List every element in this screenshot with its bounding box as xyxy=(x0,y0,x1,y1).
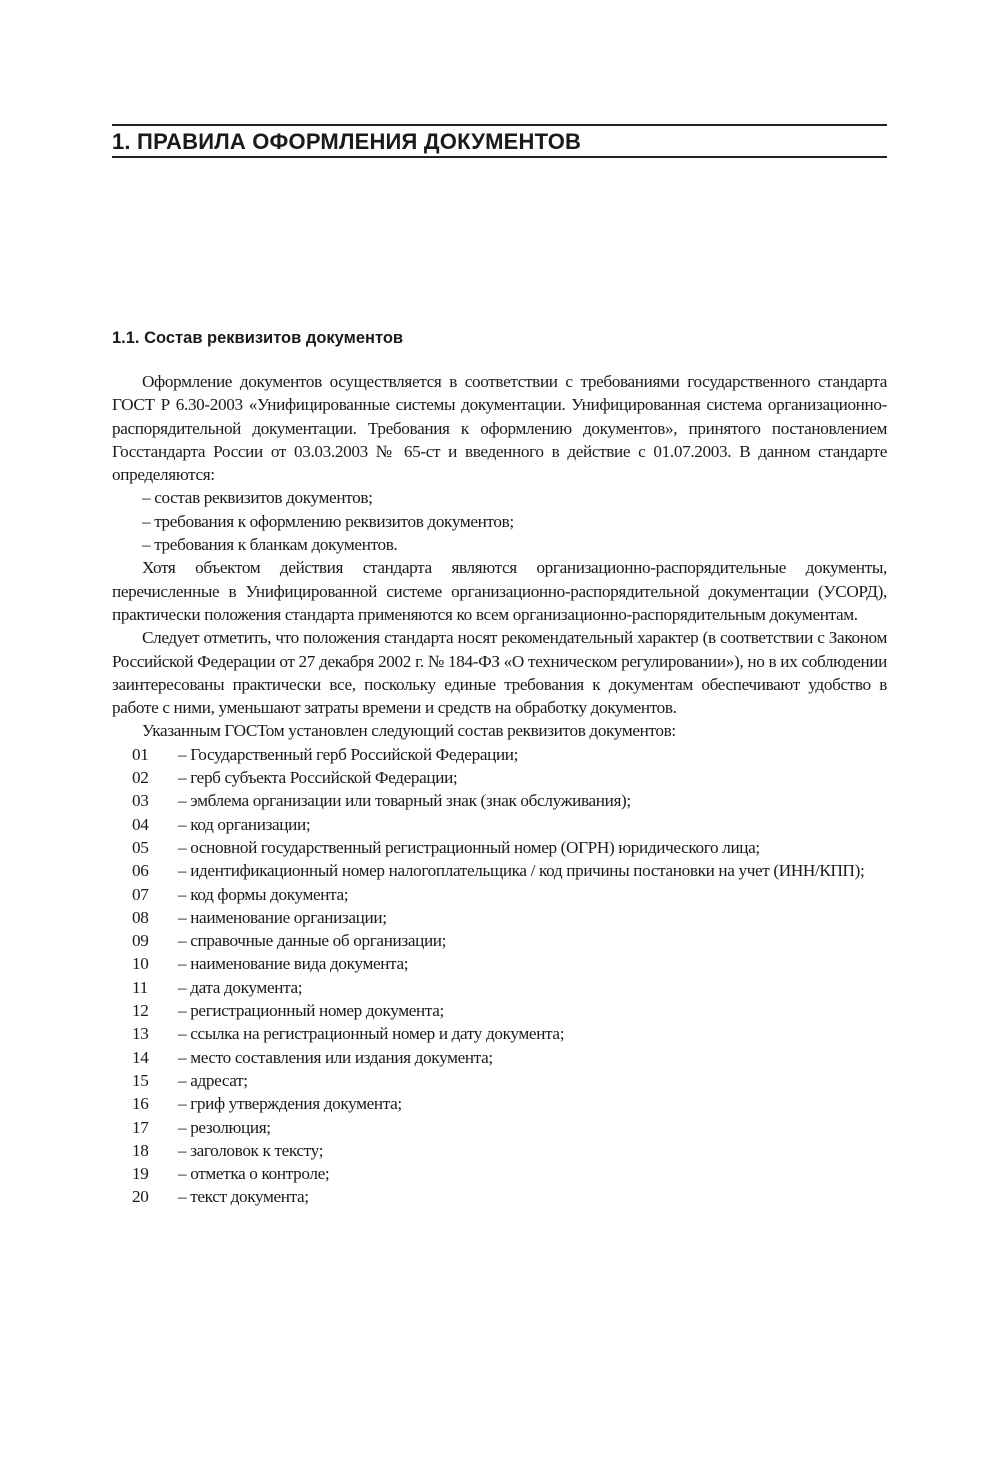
requisite-item xyxy=(112,1185,887,1208)
requisite-text: – регистрационный номер документа; xyxy=(178,1001,444,1021)
requisite-number: 01 xyxy=(132,744,149,764)
requisite-item xyxy=(112,929,887,952)
document-body xyxy=(112,370,887,1209)
requisite-number: 15 xyxy=(132,1070,149,1090)
requisite-item xyxy=(112,1022,887,1045)
requisite-item xyxy=(112,836,887,859)
requisite-text: – наименование организации; xyxy=(178,907,387,927)
requisite-item xyxy=(112,1069,887,1092)
dash-item: – требования к оформлению реквизитов документов; xyxy=(142,511,514,531)
requisite-item xyxy=(112,883,887,906)
requisite-number: 02 xyxy=(132,768,149,788)
requisite-item xyxy=(112,789,887,812)
requisite-number: 17 xyxy=(132,1117,149,1137)
requisite-text: – код формы документа; xyxy=(178,884,349,904)
dash-item: – состав реквизитов документов; xyxy=(142,488,373,508)
requisite-number: 11 xyxy=(132,977,148,997)
requisite-text: – код организации; xyxy=(178,814,311,834)
requisite-item xyxy=(112,813,887,836)
requisite-text: – место составления или издания документа; xyxy=(178,1047,493,1067)
requisite-item xyxy=(112,999,887,1022)
dash-item: – требования к бланкам документов. xyxy=(142,535,398,555)
paragraph: Указанным ГОСТом установлен следующий состав реквизитов документов: xyxy=(142,721,676,741)
requisite-item xyxy=(112,1046,887,1069)
paragraph: Хотя объектом действия стандарта являются организационно-распорядительные документы, перечисленные в Унифицированной системе организационно-распорядительной документации (УСОРД), практически положения стандарта применяются ко всем организационно-распорядительным документам. xyxy=(112,558,887,624)
requisite-text: – наименование вида документа; xyxy=(178,954,409,974)
requisite-item xyxy=(112,766,887,789)
requisite-number: 08 xyxy=(132,907,149,927)
requisite-number: 19 xyxy=(132,1164,149,1184)
requisite-text: – Государственный герб Российской Федерации; xyxy=(178,744,519,764)
requisite-text: – справочные данные об организации; xyxy=(178,931,447,951)
requisite-item xyxy=(112,859,887,882)
requisite-item xyxy=(112,1162,887,1185)
requisite-item xyxy=(112,906,887,929)
requisite-text: – идентификационный номер налогоплательщика / код причины постановки на учет (ИНН/КПП); xyxy=(178,861,865,881)
requisite-item xyxy=(112,952,887,975)
requisite-text: – отметка о контроле; xyxy=(178,1164,330,1184)
requisite-text: – ссылка на регистрационный номер и дату документа; xyxy=(178,1024,565,1044)
section-title: 1.1. Состав реквизитов документов xyxy=(112,329,404,347)
requisite-item xyxy=(112,1092,887,1115)
paragraph: Оформление документов осуществляется в соответствии с требованиями государственного стандарта ГОСТ Р 6.30-2003 «Унифицированные системы документации. Унифицированная система организационно-распорядительной документации. Требования к оформлению документов», принятого постановлением Госстандарта России от 03.03.2003 № 65-ст и введенного в действие с 01.07.2003. В данном стандарте определяются: xyxy=(112,372,887,485)
requisite-text: – заголовок к тексту; xyxy=(178,1140,324,1160)
requisite-number: 05 xyxy=(132,837,149,857)
requisite-number: 10 xyxy=(132,954,149,974)
requisite-number: 20 xyxy=(132,1187,149,1207)
requisite-item xyxy=(112,976,887,999)
requisite-number: 03 xyxy=(132,791,149,811)
requisite-text: – резолюция; xyxy=(178,1117,271,1137)
paragraph: Следует отметить, что положения стандарта носят рекомендательный характер (в соответствии с Законом Российской Федерации от 27 декабря 2002 г. № 184-ФЗ «О техническом регулировании»), но в их соблюдении заинтересованы практически все, поскольку единые требования к документам обеспечивают удобство в работе с ними, уменьшают затраты времени и средств на обработку документов. xyxy=(112,628,887,718)
requisite-text: – текст документа; xyxy=(178,1187,309,1207)
requisite-text: – гриф утверждения документа; xyxy=(178,1094,402,1114)
requisite-text: – эмблема организации или товарный знак (знак обслуживания); xyxy=(178,791,631,811)
requisite-number: 13 xyxy=(132,1024,149,1044)
requisite-number: 16 xyxy=(132,1094,149,1114)
chapter-title: 1. ПРАВИЛА ОФОРМЛЕНИЯ ДОКУМЕНТОВ xyxy=(112,129,582,154)
requisites-list xyxy=(112,743,887,1209)
requisite-text: – герб субъекта Российской Федерации; xyxy=(178,768,458,788)
requisite-number: 12 xyxy=(132,1001,149,1021)
requisite-text: – дата документа; xyxy=(178,977,303,997)
requisite-number: 07 xyxy=(132,884,149,904)
requisite-item xyxy=(112,1116,887,1139)
requisite-number: 09 xyxy=(132,931,149,951)
requisite-number: 04 xyxy=(132,814,149,834)
requisite-text: – основной государственный регистрационный номер (ОГРН) юридического лица; xyxy=(178,837,760,857)
requisite-item xyxy=(112,1139,887,1162)
requisite-number: 06 xyxy=(132,861,149,881)
requisite-number: 14 xyxy=(132,1047,149,1067)
requisite-text: – адресат; xyxy=(178,1070,248,1090)
requisite-number: 18 xyxy=(132,1140,149,1160)
chapter-heading xyxy=(112,124,887,158)
requisite-item xyxy=(112,743,887,766)
